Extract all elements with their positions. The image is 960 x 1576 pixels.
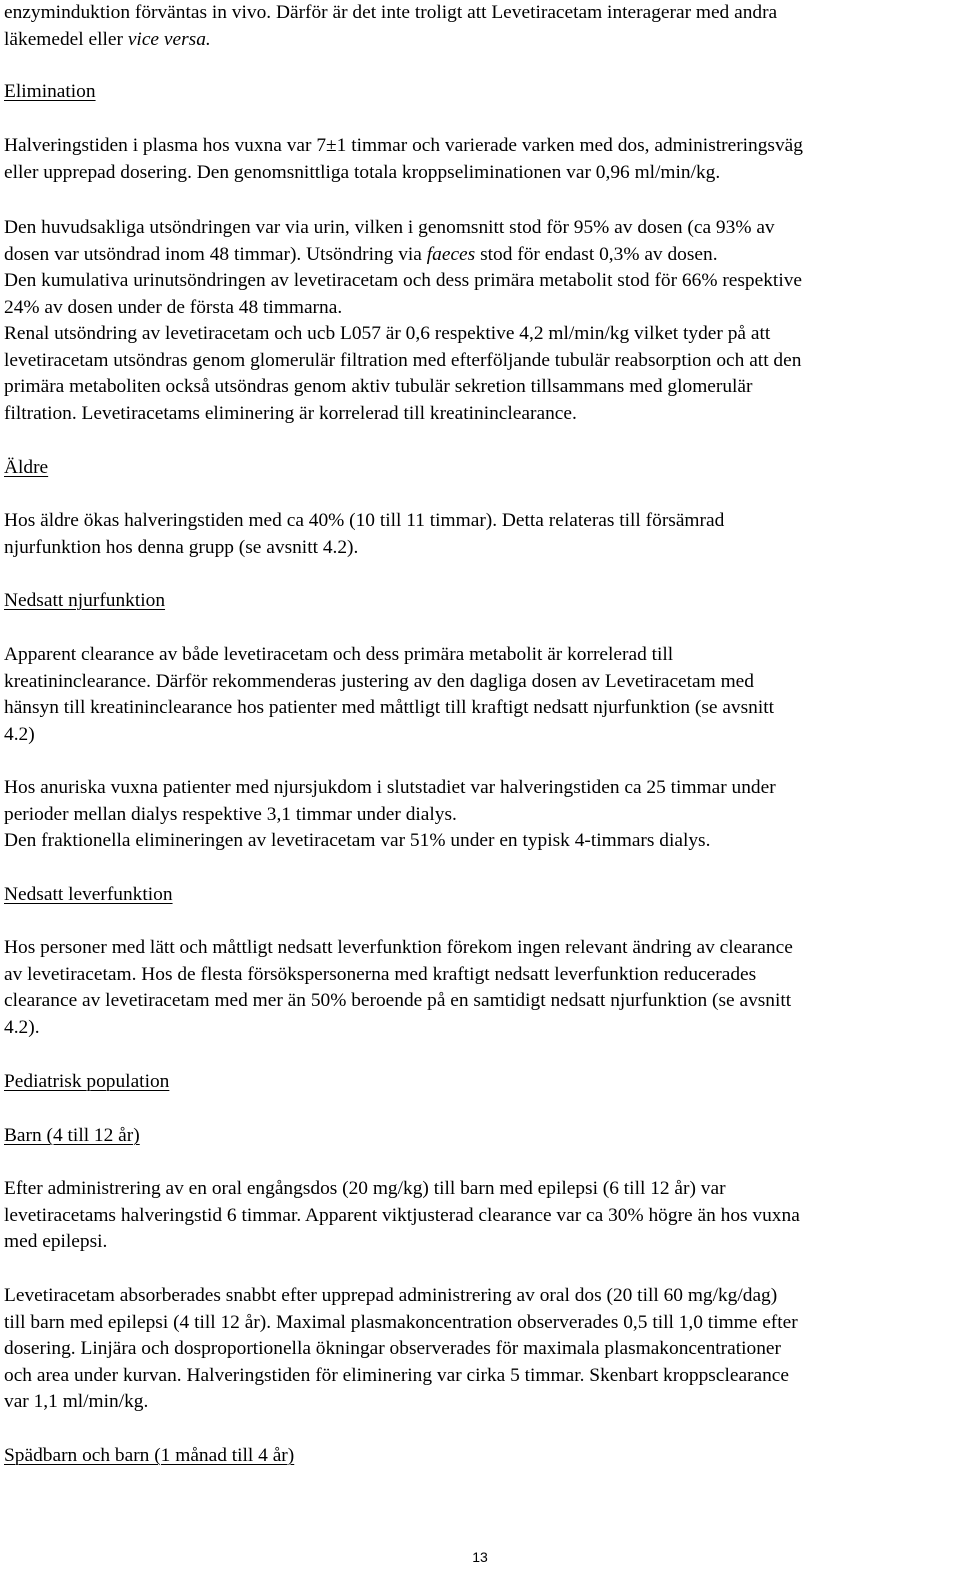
barn-paragraph-2: [4, 1283, 956, 1416]
section-heading-pediatrisk-population: Pediatrisk population: [4, 1071, 170, 1092]
text-line: Efter administrering av en oral engångsdos (20 mg/kg) till barn med epilepsi (6 till 12 år) var: [4, 1178, 726, 1199]
section-heading-nedsatt-njurfunktion: Nedsatt njurfunktion: [4, 590, 166, 611]
njur-paragraph-1: [4, 642, 956, 748]
italic-phrase: vice versa.: [127, 28, 211, 50]
text-line: dosen var utsöndrad inom 48 timmar). Utsöndring via faeces stod för endast 0,3% av dosen.: [4, 243, 718, 265]
text-line: levetiracetam utsöndras genom glomerulär filtration med efterföljande tubulär reabsorption och att den: [4, 349, 802, 371]
text-line: levetiracetams halveringstid 6 timmar. Apparent viktjusterad clearance var ca 30% högre än hos vuxna: [4, 1204, 800, 1226]
text-line: Levetiracetam absorberades snabbt efter upprepad administrering av oral dos (20 till 60 mg/kg/dag): [4, 1285, 778, 1306]
text-line: läkemedel eller vice versa.: [4, 28, 211, 50]
text-line: var 1,1 ml/min/kg.: [4, 1391, 149, 1413]
text-line: perioder mellan dialys respektive 3,1 timmar under dialys.: [4, 803, 457, 825]
text-line: Den fraktionella elimineringen av levetiracetam var 51% under en typisk 4-timmars dialys.: [4, 830, 711, 852]
text-line: Renal utsöndring av levetiracetam och ucb L057 är 0,6 respektive 4,2 ml/min/kg vilket tyder på att: [4, 323, 771, 344]
njur-paragraph-2: [4, 775, 956, 855]
text-line: 4.2): [4, 723, 35, 745]
text-line: Hos äldre ökas halveringstiden med ca 40% (10 till 11 timmar). Detta relateras till försämrad: [4, 510, 725, 531]
lever-paragraph-1: [4, 935, 956, 1041]
text-line: Den huvudsakliga utsöndringen var via urin, vilken i genomsnitt stod för 95% av dosen (ca 93% av: [4, 217, 775, 238]
text-line: till barn med epilepsi (4 till 12 år). Maximal plasmakoncentration observerades 0,5 till 1,0 timme efter: [4, 1311, 798, 1333]
section-heading-nedsatt-leverfunktion: Nedsatt leverfunktion: [4, 884, 173, 905]
aldre-paragraph-1: [4, 508, 956, 561]
text-line: och area under kurvan. Halveringstiden för eliminering var cirka 5 timmar. Skenbart kroppsclearance: [4, 1364, 790, 1386]
section-heading-barn: Barn (4 till 12 år): [4, 1125, 140, 1146]
elimination-paragraph-1: [4, 133, 956, 186]
section-heading-spadbarn: Spädbarn och barn (1 månad till 4 år): [4, 1445, 295, 1466]
text-line: Halveringstiden i plasma hos vuxna var 7±1 timmar och varierade varken med dos, administreringsväg: [4, 135, 803, 156]
text-line: 24% av dosen under de första 48 timmarna.: [4, 296, 343, 318]
elimination-paragraph-4: [4, 321, 956, 427]
text-line: Den kumulativa urinutsöndringen av levetiracetam och dess primära metabolit stod för 66% respektive: [4, 270, 803, 291]
text-line: eller upprepad dosering. Den genomsnittliga totala kroppseliminationen var 0,96 ml/min/kg.: [4, 161, 721, 183]
text-line: av levetiracetam. Hos de flesta försökspersonerna med kraftigt nedsatt leverfunktion reducerades: [4, 963, 757, 985]
text-line: clearance av levetiracetam med mer än 50% beroende på en samtidigt nedsatt njurfunktion (se avsnitt: [4, 990, 792, 1012]
text-line: med epilepsi.: [4, 1231, 108, 1253]
text-line: njurfunktion hos denna grupp (se avsnitt 4.2).: [4, 536, 359, 558]
text-line: dosering. Linjära och dosproportionella ökningar observerades för maximala plasmakoncentrationer: [4, 1338, 781, 1360]
text-line: hänsyn till kreatininclearance hos patienter med måttligt till kraftigt nedsatt njurfunktion (se avsnitt: [4, 697, 775, 719]
italic-word: faeces: [426, 243, 476, 265]
page-number: 13: [472, 1549, 488, 1565]
text-line: 4.2).: [4, 1016, 40, 1038]
text-line: filtration. Levetiracetams eliminering är korrelerad till kreatininclearance.: [4, 402, 577, 424]
text-line: Apparent clearance av både levetiracetam och dess primära metabolit är korrelerad till: [4, 644, 674, 665]
elimination-paragraph-2: [4, 215, 956, 268]
barn-paragraph-1: [4, 1176, 956, 1256]
text-line: enzyminduktion förväntas in vivo. Därför är det inte troligt att Levetiracetam interagerar med andra: [4, 2, 778, 23]
intro-paragraph: [4, 0, 956, 53]
elimination-paragraph-3: [4, 268, 956, 321]
section-heading-elimination: Elimination: [4, 81, 96, 102]
text-line: Hos personer med lätt och måttligt nedsatt leverfunktion förekom ingen relevant ändring av clearance: [4, 937, 793, 958]
section-heading-aldre: Äldre: [4, 457, 49, 478]
text-line: kreatininclearance. Därför rekommenderas justering av den dagliga dosen av Levetiracetam med: [4, 670, 754, 692]
text-line: primära metaboliten också utsöndras genom aktiv tubulär sekretion tillsammans med glomerulär: [4, 376, 753, 398]
text-line: Hos anuriska vuxna patienter med njursjukdom i slutstadiet var halveringstiden ca 25 timmar under: [4, 777, 776, 798]
